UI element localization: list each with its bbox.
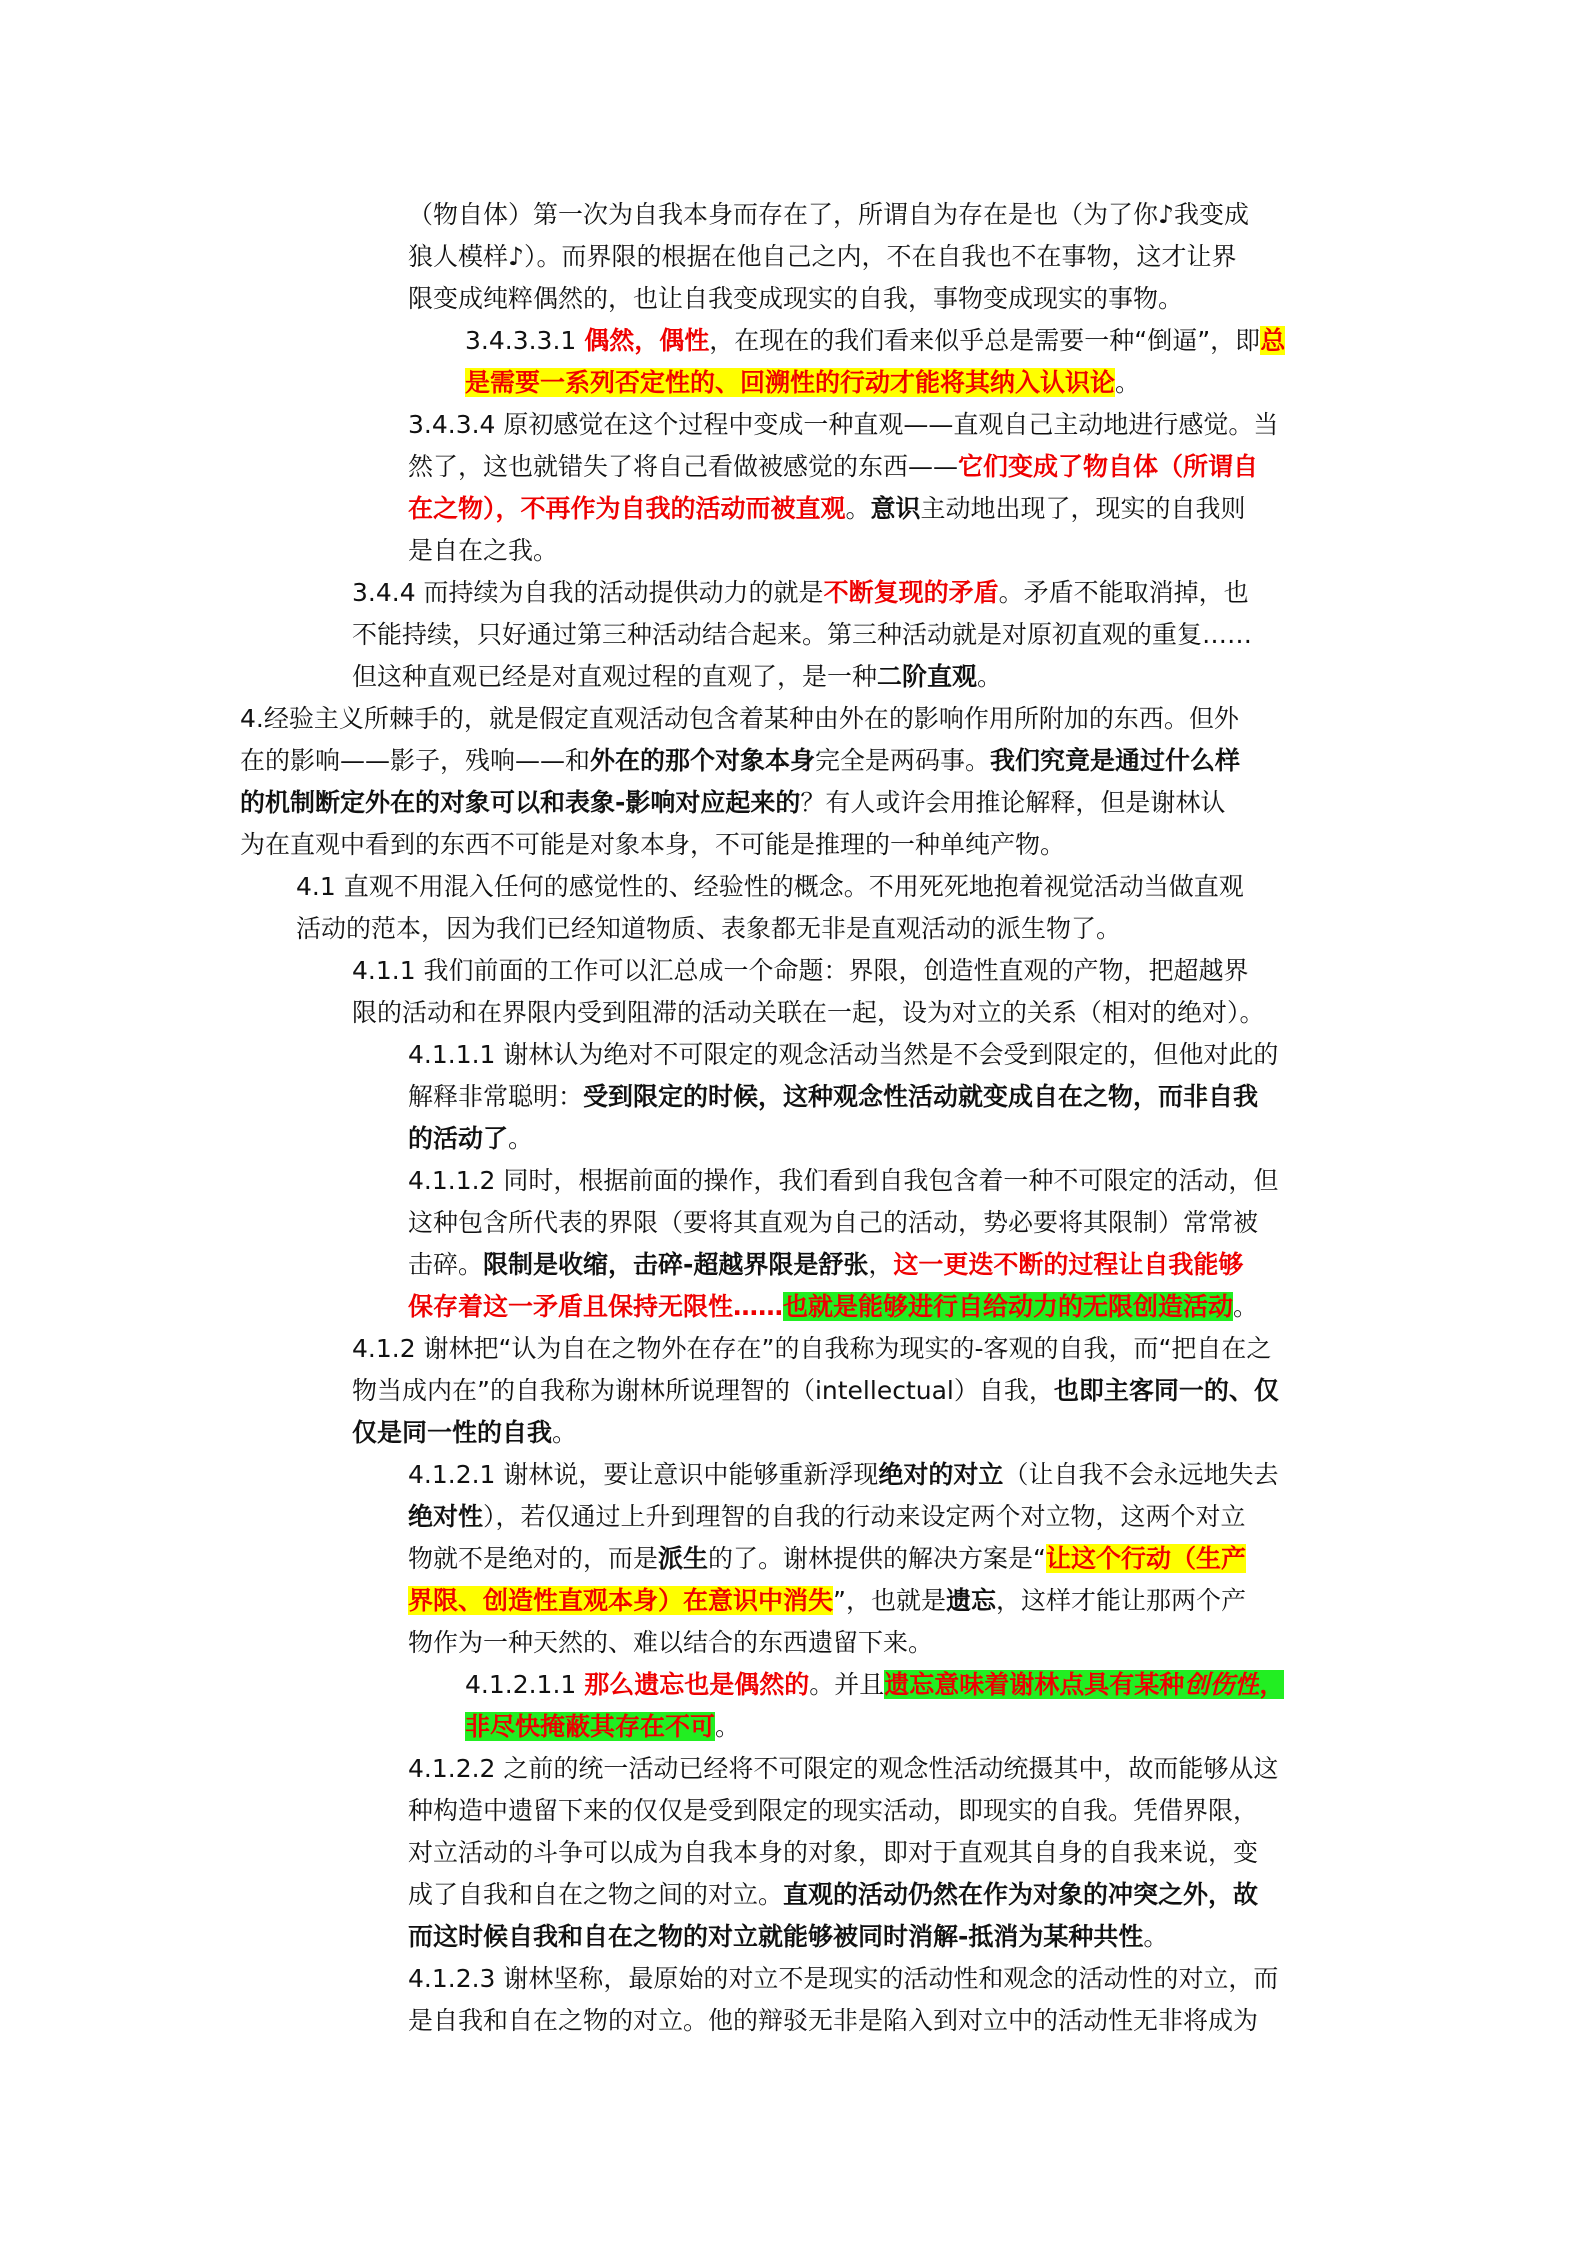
text-run: 限制是收缩，击碎-超越界限是舒张 bbox=[483, 1250, 869, 1279]
text-run: 限的活动和在界限内受到阻滞的活动关联在一起，设为对立的关系（相对的绝对）。 bbox=[352, 998, 1265, 1027]
text-run: 种构造中遗留下来的仅仅是受到限定的现实活动，即现实的自我。凭借界限， bbox=[408, 1796, 1259, 1825]
text-run: 让这个行动（生产 bbox=[1045, 1544, 1246, 1573]
text-line bbox=[408, 1286, 1344, 1328]
text-run: 而这时候自我和自在之物的对立就能够被同时消解-抵消为某种共性 bbox=[408, 1922, 1144, 1951]
text-run: ， bbox=[1259, 1670, 1285, 1699]
text-line bbox=[240, 782, 1344, 824]
text-line bbox=[408, 1958, 1344, 2000]
text-run: 仅是同一性的自我 bbox=[352, 1418, 553, 1447]
text-line bbox=[408, 1622, 1344, 1664]
text-run: 解释非常聪明： bbox=[408, 1082, 584, 1111]
text-run: 意识 bbox=[870, 494, 921, 523]
text-run: 也就是能够进行自给动力的无限创造活动 bbox=[783, 1292, 1234, 1321]
text-run: 在之物），不再作为自我的活动而被直观 bbox=[408, 494, 846, 523]
text-line bbox=[408, 1538, 1344, 1580]
text-run: 。 bbox=[1143, 1922, 1169, 1951]
text-line bbox=[408, 1874, 1344, 1916]
text-run: ，在现在的我们看来似乎总是需要一种“倒逼”，即 bbox=[709, 326, 1261, 355]
text-line bbox=[408, 1916, 1344, 1958]
text-line bbox=[465, 1706, 1344, 1748]
text-run: 4.经验主义所棘手的，就是假定直观活动包含着某种由外在的影响作用所附加的东西。但外 bbox=[240, 704, 1239, 733]
text-line bbox=[352, 572, 1344, 614]
text-run: 。 bbox=[1115, 368, 1141, 397]
text-run: 为在直观中看到的东西不可能是对象本身，不可能是推理的一种单纯产物。 bbox=[240, 830, 1066, 859]
text-run: ， bbox=[868, 1250, 894, 1279]
text-line bbox=[408, 1244, 1344, 1286]
text-line bbox=[352, 656, 1344, 698]
text-run: （物自体）第一次为自我本身而存在了，所谓自为存在是也（为了你♪我变成 bbox=[408, 200, 1249, 229]
text-run: 物就不是绝对的，而是 bbox=[408, 1544, 659, 1573]
text-line bbox=[408, 1202, 1344, 1244]
text-run: 是需要一系列否定性的、回溯性的行动才能将其纳入认识论 bbox=[465, 368, 1116, 397]
text-line bbox=[352, 992, 1344, 1034]
text-run: 物作为一种天然的、难以结合的东西遗留下来。 bbox=[408, 1628, 934, 1657]
text-run: 在的影响——影子，残响——和 bbox=[240, 746, 591, 775]
text-run: ？有人或许会用推论解释，但是谢林认 bbox=[800, 788, 1226, 817]
text-run: 活动的范本，因为我们已经知道物质、表象都无非是直观活动的派生物了。 bbox=[296, 914, 1122, 943]
text-run: 它们变成了物自体（所谓自 bbox=[958, 452, 1259, 481]
text-line bbox=[408, 236, 1344, 278]
text-run: 3.4.4 而持续为自我的活动提供动力的就是 bbox=[352, 578, 824, 607]
text-line bbox=[352, 1370, 1344, 1412]
text-line bbox=[408, 278, 1344, 320]
paragraph bbox=[408, 1034, 1344, 1160]
text-run: 这一更迭不断的过程让自我能够 bbox=[893, 1250, 1244, 1279]
paragraph bbox=[408, 1958, 1344, 2042]
text-line bbox=[408, 1496, 1344, 1538]
text-line bbox=[408, 1160, 1344, 1202]
text-run: 是自在之我。 bbox=[408, 536, 559, 565]
text-run: 3.4.3.4 原初感觉在这个过程中变成一种直观——直观自己主动地进行感觉。当 bbox=[408, 410, 1279, 439]
text-line bbox=[296, 908, 1344, 950]
text-run: 4.1.1 我们前面的工作可以汇总成一个命题：界限，创造性直观的产物，把超越界 bbox=[352, 956, 1249, 985]
text-run: 也即主客同一的、仅 bbox=[1053, 1376, 1279, 1405]
text-run: 4.1.2.1 谢林说，要让意识中能够重新浮现 bbox=[408, 1460, 879, 1489]
text-run: 的机制断定外在的对象可以和表象-影响对应起来的 bbox=[240, 788, 801, 817]
text-run: 击碎。 bbox=[408, 1250, 484, 1279]
text-line bbox=[465, 320, 1344, 362]
text-run: 界限、创造性直观本身）在意识中消失 bbox=[408, 1586, 834, 1615]
text-line bbox=[296, 866, 1344, 908]
text-run: 。 bbox=[715, 1712, 741, 1741]
paragraph bbox=[408, 1748, 1344, 1958]
text-run: 然了，这也就错失了将自己看做被感觉的东西—— bbox=[408, 452, 959, 481]
text-run: 4.1.2.3 谢林坚称，最原始的对立不是现实的活动性和观念的活动性的对立，而 bbox=[408, 1964, 1279, 1993]
text-line bbox=[408, 446, 1344, 488]
text-line bbox=[352, 1412, 1344, 1454]
text-run: 4.1.2.1.1 bbox=[465, 1670, 585, 1699]
text-run: 保存着这一矛盾且保持无限性…… bbox=[408, 1292, 784, 1321]
text-line bbox=[240, 740, 1344, 782]
text-run: 遗忘 bbox=[945, 1586, 996, 1615]
text-run: 绝对的对立 bbox=[878, 1460, 1004, 1489]
paragraph bbox=[465, 1664, 1344, 1748]
text-run: 那么遗忘也是偶然的 bbox=[584, 1670, 810, 1699]
text-run: ），若仅通过上升到理智的自我的行动来设定两个对立物，这两个对立 bbox=[483, 1502, 1246, 1531]
text-run: 3.4.3.3.1 bbox=[465, 326, 585, 355]
text-run: 4.1.2.2 之前的统一活动已经将不可限定的观念性活动统摄其中，故而能够从这 bbox=[408, 1754, 1279, 1783]
paragraph bbox=[408, 1160, 1344, 1328]
paragraph bbox=[352, 1328, 1344, 1454]
text-line bbox=[240, 698, 1344, 740]
text-run: 不能持续，只好通过第三种活动结合起来。第三种活动就是对原初直观的重复…… bbox=[352, 620, 1253, 649]
text-line bbox=[408, 1832, 1344, 1874]
text-run: 是自我和自在之物的对立。他的辩驳无非是陷入到对立中的活动性无非将成为 bbox=[408, 2006, 1259, 2035]
text-run: 二阶直观 bbox=[877, 662, 978, 691]
text-run: 。矛盾不能取消掉，也 bbox=[998, 578, 1249, 607]
paragraph bbox=[408, 1454, 1344, 1664]
text-run: 狼人模样♪）。而界限的根据在他自己之内，不在自我也不在事物，这才让界 bbox=[408, 242, 1237, 271]
text-run: 绝对性 bbox=[408, 1502, 484, 1531]
text-run: 这种包含所代表的界限（要将其直观为自己的活动，势必要将其限制）常常被 bbox=[408, 1208, 1259, 1237]
text-run: 。 bbox=[508, 1124, 534, 1153]
text-run: 偶然，偶性 bbox=[584, 326, 710, 355]
text-run: 直观的活动仍然在作为对象的冲突之外，故 bbox=[783, 1880, 1259, 1909]
text-line bbox=[408, 488, 1344, 530]
paragraph bbox=[408, 404, 1344, 572]
text-run: 完全是两码事。 bbox=[815, 746, 991, 775]
text-run: 对立活动的斗争可以成为自我本身的对象，即对于直观其自身的自我来说，变 bbox=[408, 1838, 1259, 1867]
text-run: （让自我不会永远地失去 bbox=[1003, 1460, 1279, 1489]
text-line bbox=[408, 1748, 1344, 1790]
text-line bbox=[408, 1118, 1344, 1160]
text-run: 派生 bbox=[658, 1544, 709, 1573]
text-line bbox=[352, 614, 1344, 656]
paragraph bbox=[240, 698, 1344, 866]
text-line bbox=[465, 362, 1344, 404]
paragraph bbox=[352, 950, 1344, 1034]
text-run: 不断复现的矛盾 bbox=[823, 578, 999, 607]
text-run: 的了。谢林提供的解决方案是“ bbox=[708, 1544, 1046, 1573]
text-run: ，这样才能让那两个产 bbox=[995, 1586, 1246, 1615]
text-run: 遗忘意味着谢林点具有某种 bbox=[884, 1670, 1185, 1699]
text-line bbox=[408, 530, 1344, 572]
text-run: 总 bbox=[1260, 326, 1286, 355]
text-line bbox=[240, 824, 1344, 866]
text-line bbox=[408, 2000, 1344, 2042]
text-line bbox=[408, 404, 1344, 446]
text-run: 限变成纯粹偶然的，也让自我变成现实的自我，事物变成现实的事物。 bbox=[408, 284, 1184, 313]
text-run: 。 bbox=[845, 494, 871, 523]
text-run: 4.1.1.1 谢林认为绝对不可限定的观念活动当然是不会受到限定的，但他对此的 bbox=[408, 1040, 1279, 1069]
text-run: ”，也就是 bbox=[833, 1586, 946, 1615]
text-line bbox=[408, 1454, 1344, 1496]
text-run: 。 bbox=[552, 1418, 578, 1447]
text-run: 物当成内在”的自我称为谢林所说理智的（intellectual）自我， bbox=[352, 1376, 1054, 1405]
text-run: 4.1.2 谢林把“认为自在之物外在存在”的自我称为现实的-客观的自我，而“把自在之 bbox=[352, 1334, 1272, 1363]
text-line bbox=[352, 1328, 1344, 1370]
text-run: 主动地出现了，现实的自我则 bbox=[920, 494, 1246, 523]
text-run: 创伤性 bbox=[1184, 1670, 1260, 1699]
paragraph bbox=[408, 194, 1344, 320]
text-run: 但这种直观已经是对直观过程的直观了，是一种 bbox=[352, 662, 878, 691]
text-line bbox=[408, 1790, 1344, 1832]
paragraph bbox=[352, 572, 1344, 698]
text-run: 。 bbox=[977, 662, 1003, 691]
text-run: 外在的那个对象本身 bbox=[590, 746, 816, 775]
paragraph bbox=[296, 866, 1344, 950]
text-run: 我们究竟是通过什么样 bbox=[990, 746, 1241, 775]
text-line bbox=[408, 1076, 1344, 1118]
text-run: 受到限定的时候，这种观念性活动就变成自在之物，而非自我 bbox=[583, 1082, 1259, 1111]
text-run: 。 bbox=[1233, 1292, 1259, 1321]
text-run: 。并且 bbox=[809, 1670, 885, 1699]
text-line bbox=[352, 950, 1344, 992]
text-run: 4.1 直观不用混入任何的感觉性的、经验性的概念。不用死死地抱着视觉活动当做直观 bbox=[296, 872, 1244, 901]
text-line bbox=[408, 194, 1344, 236]
text-run: 4.1.1.2 同时，根据前面的操作，我们看到自我包含着一种不可限定的活动，但 bbox=[408, 1166, 1279, 1195]
paragraph bbox=[465, 320, 1344, 404]
text-run: 成了自我和自在之物之间的对立。 bbox=[408, 1880, 784, 1909]
text-line bbox=[408, 1580, 1344, 1622]
text-run: 的活动了 bbox=[408, 1124, 509, 1153]
text-run: 非尽快掩蔽其存在不可 bbox=[465, 1712, 716, 1741]
text-line bbox=[408, 1034, 1344, 1076]
text-line bbox=[465, 1664, 1344, 1706]
